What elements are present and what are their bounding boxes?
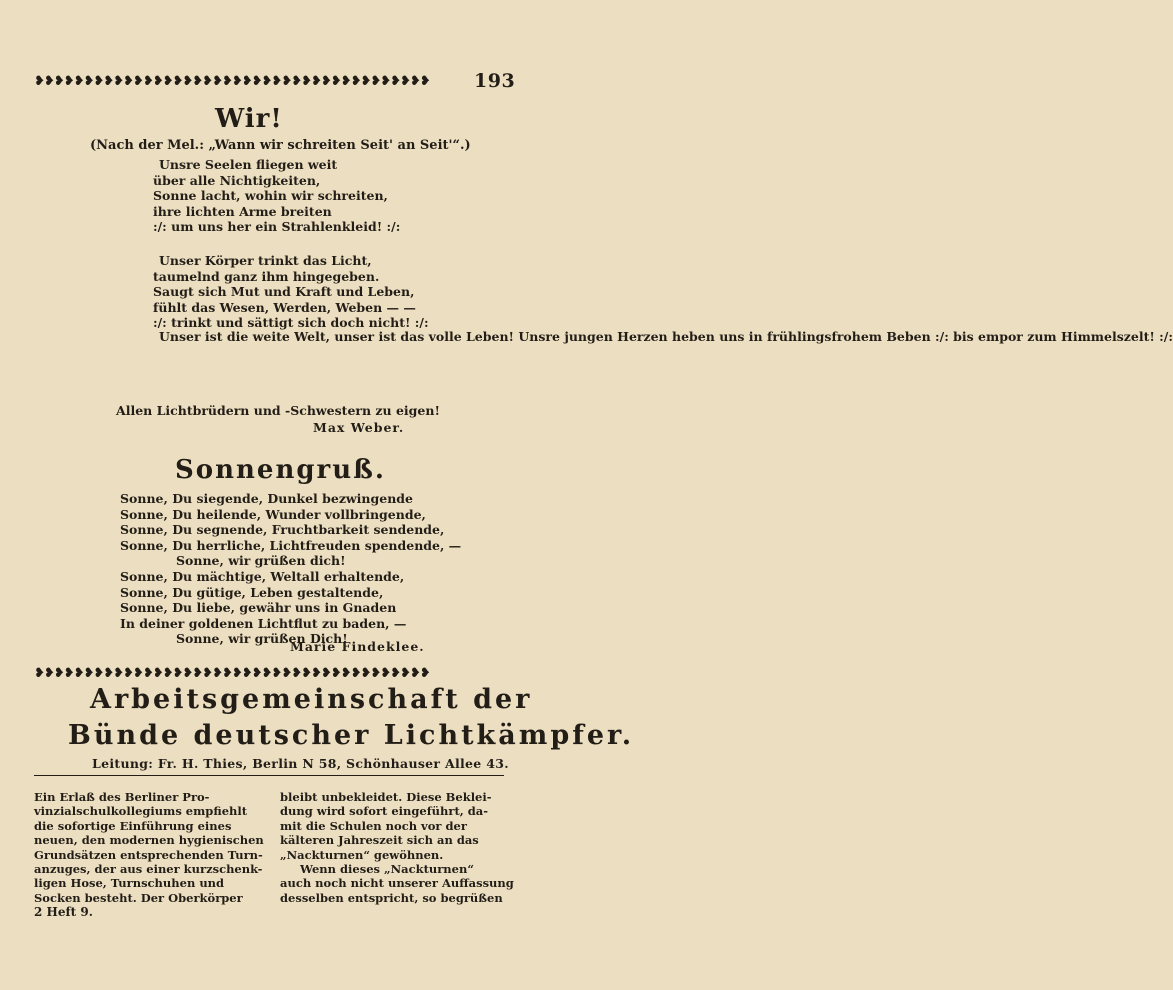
verse-line: Sonne, Du mächtige, Weltall erhaltende, — [120, 568, 405, 584]
verse-line: :/: bis empor zum Himmelszelt! :/: — [935, 329, 1173, 344]
verse-line: In deiner goldenen Lichtflut zu baden, — — [120, 615, 407, 631]
top-ornament-border: ❥❥❥❥❥❥❥❥❥❥❥❥❥❥❥❥❥❥❥❥❥❥❥❥❥❥❥❥❥❥❥❥❥❥❥❥❥❥❥❥ — [34, 74, 430, 89]
poem1-subtitle: (Nach der Mel.: „Wann wir schreiten Seit' an Seit'“.) — [90, 138, 471, 153]
verse-refrain: Sonne, wir grüßen dich! — [176, 553, 346, 569]
text-line: „Nackturnen“ gewöhnen. — [280, 847, 444, 862]
poem1-stanza-3 — [153, 329, 1173, 345]
verse-line: Unsre jungen Herzen heben — [518, 329, 715, 344]
poem1-stanza-2 — [153, 253, 429, 331]
text-line: die sofortige Einführung eines — [34, 818, 232, 833]
verse-line: Unser Körper trinkt das Licht, — [159, 252, 372, 268]
article-column-left — [34, 790, 264, 905]
text-line: dung wird sofort eingeführt, da- — [280, 804, 489, 819]
text-line: Ein Erlaß des Berliner Pro- — [34, 790, 210, 804]
text-line: Socken besteht. Der Oberkörper — [34, 890, 243, 905]
verse-line: Sonne, Du liebe, gewähr uns in Gnaden — [120, 600, 397, 616]
text-line: auch noch nicht unserer Auffassung — [280, 876, 514, 891]
verse-refrain: Sonne, wir grüßen Dich! — [176, 631, 348, 647]
article-column-right — [280, 790, 514, 905]
verse-line: Unsre Seelen fliegen weit — [159, 157, 338, 172]
verse-line: Sonne, Du heilende, Wunder vollbringende, — [120, 506, 426, 522]
text-line: bleibt unbekleidet. Diese Beklei- — [280, 790, 492, 804]
verse-line: ihre lichten Arme breiten — [153, 203, 332, 219]
org-heading-line-1: Arbeitsgemeinschaft der — [90, 684, 533, 715]
poem2-title: Sonnengruß. — [175, 455, 386, 485]
poem1-stanza-1 — [153, 157, 429, 235]
text-line: Grundsätzen entsprechenden Turn- — [34, 847, 263, 862]
text-line: desselben entspricht, so begrüßen — [280, 890, 503, 905]
verse-line: Sonne, Du gütige, Leben gestaltende, — [120, 584, 384, 600]
section-ornament-border: ❥❥❥❥❥❥❥❥❥❥❥❥❥❥❥❥❥❥❥❥❥❥❥❥❥❥❥❥❥❥❥❥❥❥❥❥❥❥❥❥ — [34, 666, 430, 681]
divider-rule — [34, 775, 504, 776]
org-heading-line-2: Bünde deutscher Lichtkämpfer. — [68, 720, 635, 751]
text-line: vinzialschulkollegiums empfiehlt — [34, 804, 248, 819]
page-number: 193 — [474, 70, 516, 92]
verse-line: Unser ist die weite Welt, — [159, 329, 331, 344]
verse-line: Sonne lacht, wohin wir schreiten, — [153, 188, 388, 204]
text-line: anzuges, der aus einer kurzschenk- — [34, 862, 263, 877]
text-line: ligen Hose, Turnschuhen und — [34, 876, 225, 891]
verse-line: unser ist das volle Leben! — [334, 329, 515, 344]
org-leadership-address: Leitung: Fr. H. Thies, Berlin N 58, Schönhauser Allee 43. — [92, 756, 509, 771]
verse-line: :/: um uns her ein Strahlenkleid! :/: — [153, 219, 401, 235]
text-line: mit die Schulen noch vor der — [280, 818, 467, 833]
verse-line: Sonne, Du segnende, Fruchtbarkeit sendende, — [120, 522, 445, 538]
verse-line: taumelnd ganz ihm hingegeben. — [153, 268, 380, 284]
poem1-dedication: Allen Lichtbrüdern und -Schwestern zu eigen! — [116, 403, 440, 418]
poem1-author: Max Weber. — [313, 420, 405, 435]
verse-line: Saugt sich Mut und Kraft und Leben, — [153, 284, 415, 300]
text-line: neuen, den modernen hygienischen — [34, 833, 264, 848]
verse-line: uns in frühlingsfrohem Beben — [719, 329, 931, 344]
poem2-author: Marie Findeklee. — [290, 639, 425, 654]
verse-line: fühlt das Wesen, Werden, Weben — — — [153, 299, 416, 315]
verse-line: über alle Nichtigkeiten, — [153, 172, 321, 188]
text-line: Wenn dieses „Nackturnen“ — [300, 862, 474, 877]
poem2-body — [120, 491, 461, 647]
verse-line: Sonne, Du siegende, Dunkel bezwingende — [120, 491, 413, 506]
signature-mark: 2 Heft 9. — [34, 905, 93, 919]
verse-line: Sonne, Du herrliche, Lichtfreuden spendende, — — [120, 537, 462, 553]
poem1-title: Wir! — [215, 104, 283, 134]
text-line: kälteren Jahreszeit sich an das — [280, 833, 479, 848]
poem1-body — [153, 157, 429, 349]
verse-line: :/: trinkt und sättigt sich doch nicht! :/: — [153, 315, 429, 331]
